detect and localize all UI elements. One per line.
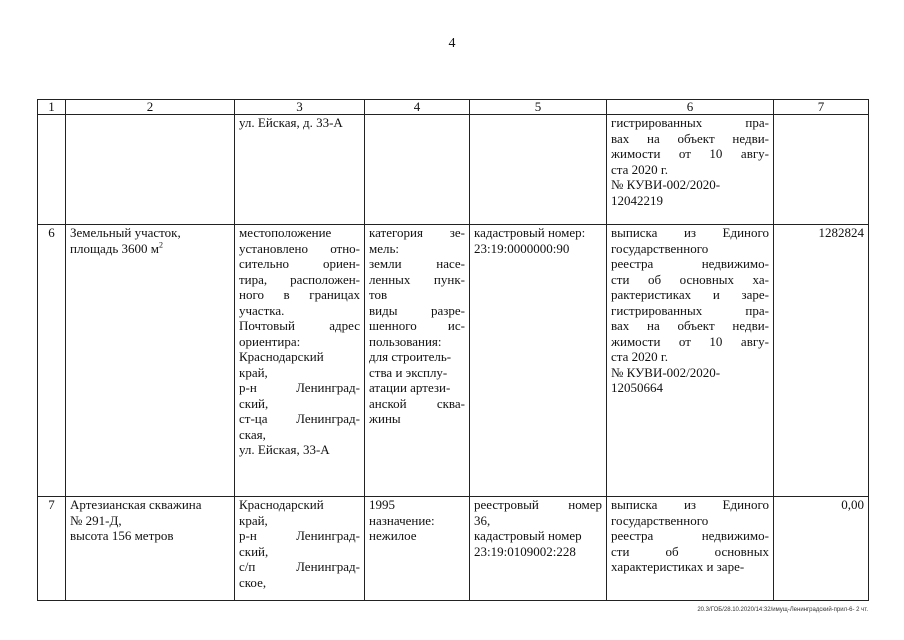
address-line: край, [239,364,268,380]
column-number: 4 [365,100,470,115]
cadastral-line: кадастровый номер [474,528,582,543]
address-line: Почтовый адрес [239,318,360,333]
document-line: гистрированных пра- [611,115,769,130]
row-number: 7 [48,497,55,512]
category-line: ства и эксплу- [369,364,448,380]
cadastral-cell [470,497,607,601]
category-line: жины [369,411,401,426]
category-line: атации артези- [369,380,451,395]
category-line: пользования: [369,333,442,349]
document-line: сти об основных [611,543,769,559]
document-line: государственного [611,240,709,256]
row-number: 6 [48,225,55,240]
object-name-line [70,241,230,257]
cadastral-line: кадастровый номер: [474,225,586,240]
address-line: р-н Ленинград- [239,380,360,395]
column-number: 6 [607,100,774,115]
object-name-cell [66,225,235,497]
table-row-7 [38,497,869,601]
category-cell [365,225,470,497]
category-line: 1995 [369,497,395,512]
table-row-6 [38,225,869,497]
address-line: тира, расположен- [239,271,360,287]
value-cell [774,115,869,225]
cadastral-line: 23:19:0000000:90 [474,240,570,256]
column-number: 1 [38,100,66,115]
table-row-continued [38,115,869,225]
cadastral-line: 36, [474,512,491,528]
address-line: ул. Ейская, 33-А [239,442,330,457]
column-number: 2 [66,100,235,115]
area-text: площадь 3600 м [70,240,159,256]
value-cell [774,497,869,601]
address-line: р-н Ленинград- [239,528,360,543]
document-cell [607,497,774,601]
category-line: мель: [369,240,400,256]
document-line: ста 2020 г. [611,161,668,177]
address-line: ский, [239,395,269,411]
category-line: виды разре- [369,302,465,318]
category-line: тов [369,287,388,302]
document-line: вах на объект недви- [611,318,769,333]
object-name-line: высота 156 метров [70,528,174,543]
property-register-table [37,99,869,601]
document-footer-note: 20.3/ГОБ/28.10.2020/14:32/имущ-Ленинградский-прил-6- 2 чт. [697,607,868,613]
address-line: установлено отно- [239,240,360,256]
document-line: характеристиках и заре- [611,559,745,574]
address-line: ский, [239,543,269,559]
address-line: ская, [239,426,266,442]
document-cell [607,115,774,225]
document-line: № КУВИ-002/2020- [611,177,721,192]
document-line: жимости от 10 авгу- [611,146,769,161]
document-line: 12042219 [611,192,663,208]
column-number-row [38,100,869,115]
address-line: ское, [239,574,267,590]
category-line: категория зе- [369,225,465,240]
category-cell [365,115,470,225]
address-cell [235,497,365,601]
object-name-line: № 291-Д, [70,512,122,528]
object-name-line: Артезианская скважина [70,497,202,512]
address-line: с/п Ленинград- [239,559,360,574]
document-line: жимости от 10 авгу- [611,333,769,349]
document-line: вах на объект недви- [611,130,769,146]
column-number: 7 [774,100,869,115]
cadastral-line: реестровый номер [474,497,602,512]
document-line: государственного [611,512,709,528]
row-number-cell [38,225,66,497]
page-number: 4 [448,36,456,51]
column-number: 3 [235,100,365,115]
object-name-line: Земельный участок, [70,225,181,240]
object-name-cell [66,497,235,601]
value-cell [774,225,869,497]
address-line: ориентира: [239,333,301,349]
category-line: для строитель- [369,349,452,364]
cadastral-value: 0,00 [841,497,864,512]
document-line: ста 2020 г. [611,349,668,364]
object-name-cell [66,115,235,225]
address-line: участка. [239,302,285,318]
column-number: 5 [470,100,607,115]
document-line: реестра недвижимо- [611,256,769,271]
category-line: анской сква- [369,395,465,411]
cadastral-line: 23:19:0109002:228 [474,543,576,559]
document-line: реестра недвижимо- [611,528,769,543]
document-line: № КУВИ-002/2020- [611,364,721,380]
address-line: край, [239,512,268,528]
document-line: выписка из Единого [611,225,769,240]
category-line: шенного ис- [369,318,465,333]
area-unit-exponent: 2 [159,240,163,250]
category-cell [365,497,470,601]
document-line: гистрированных пра- [611,302,769,318]
category-line: земли насе- [369,256,465,271]
row-number-cell [38,497,66,601]
address-line: Краснодарский [239,497,324,512]
document-line: выписка из Единого [611,497,769,512]
address-line: Краснодарский [239,349,324,364]
document-cell [607,225,774,497]
document-line: сти об основных ха- [611,271,769,287]
address-cell [235,115,365,225]
row-number-cell [38,115,66,225]
document-line: 12050664 [611,380,663,395]
address-line: ст-ца Ленинград- [239,411,360,426]
address-line: ного в границах [239,287,360,302]
document-line: рактеристиках и заре- [611,287,769,302]
category-line: назначение: [369,512,435,528]
cadastral-cell [470,225,607,497]
address-line: местоположение [239,225,332,240]
address-line: ул. Ейская, д. 33-А [239,115,343,130]
category-line: нежилое [369,528,417,543]
category-line: ленных пунк- [369,271,465,287]
address-line: сительно ориен- [239,256,360,271]
address-cell [235,225,365,497]
cadastral-value: 1282824 [818,225,864,240]
cadastral-cell [470,115,607,225]
